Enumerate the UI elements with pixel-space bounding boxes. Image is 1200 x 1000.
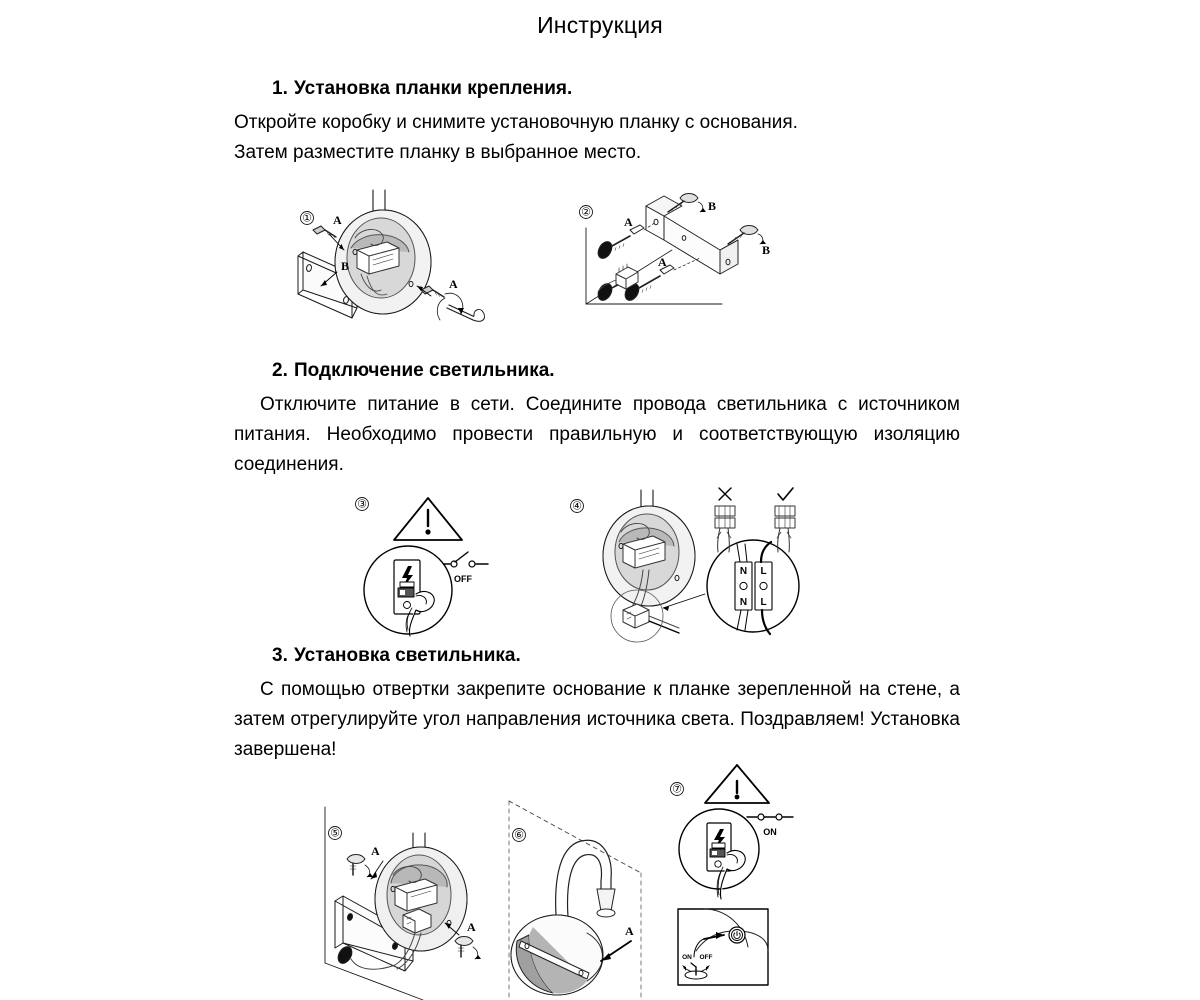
figure-2-label-a-lower: A xyxy=(658,255,667,269)
figure-4-terminal-l-bottom: L xyxy=(760,597,767,608)
step-1-body-line-2: Затем разместите планку в выбранное место. xyxy=(234,142,642,163)
figure-6-badge: ⑥ xyxy=(514,829,524,842)
figure-4-terminal-n-top: N xyxy=(739,566,748,577)
figure-row-2 xyxy=(0,490,1200,640)
figure-4-badge: ④ xyxy=(572,500,582,513)
figure-4-terminal-n-bottom: N xyxy=(739,597,748,608)
figure-3-switch-state: OFF xyxy=(454,574,472,584)
figure-8-switch-on: ON xyxy=(682,954,692,961)
figure-8-switch-off: OFF xyxy=(699,954,713,961)
figure-1-label-a-right: A xyxy=(449,277,458,291)
figure-1-badge: ① xyxy=(302,212,312,225)
figure-5-label-a-right: A xyxy=(467,920,476,934)
step-1-body-line-1: Откройте коробку и снимите установочную планку с основания. xyxy=(234,112,798,133)
figure-2-badge: ② xyxy=(581,206,591,219)
figure-2 xyxy=(572,192,772,332)
figure-1-label-a-left: A xyxy=(333,213,342,227)
figure-8 xyxy=(668,895,858,1000)
figure-4 xyxy=(565,486,835,641)
step-1-heading xyxy=(234,78,960,100)
page-title: Инструкция xyxy=(537,12,663,38)
step-2-heading-text: Подключение светильника. xyxy=(294,360,555,381)
step-2-heading xyxy=(234,360,960,382)
figure-6-label-a: A xyxy=(625,924,634,938)
figure-3 xyxy=(350,490,500,638)
figure-4-terminal-l-top: L xyxy=(760,566,767,577)
step-2-number: 2. xyxy=(272,360,288,381)
figure-6 xyxy=(495,783,655,1000)
figure-2-label-b-top: B xyxy=(708,199,717,213)
step-3-heading xyxy=(234,645,960,667)
figure-1 xyxy=(295,190,495,335)
figure-7-badge: ⑦ xyxy=(672,783,682,796)
figure-5-badge: ⑤ xyxy=(330,827,340,840)
step-1-heading-text: Установка планки крепления. xyxy=(294,78,573,99)
step-2-block xyxy=(234,360,960,480)
figure-7-switch-state: ON xyxy=(763,827,777,837)
step-2-body: Отключите питание в сети. Соедините провода светильника с источником питания. Необходимо провести правильную и соответствующую изоляцию соединения. xyxy=(234,394,960,475)
step-1-block xyxy=(234,78,960,168)
figure-row-1 xyxy=(0,190,1200,335)
step-1-number: 1. xyxy=(272,78,288,99)
figure-5-label-a-left: A xyxy=(371,844,380,858)
step-3-number: 3. xyxy=(272,645,288,666)
figure-2-label-a-left: A xyxy=(624,215,633,229)
step-3-body: С помощью отвертки закрепите основание к планке зерепленной на стене, а затем отрегулируйте угол направления источника света. Поздравляем! Установка завершена! xyxy=(234,679,960,760)
figure-5 xyxy=(295,783,510,1000)
figure-row-3 xyxy=(0,783,1200,1000)
figure-1-label-b: B xyxy=(341,259,350,273)
figure-2-label-b-right: B xyxy=(762,243,771,257)
step-3-heading-text: Установка светильника. xyxy=(294,645,521,666)
figure-3-badge: ③ xyxy=(357,498,367,511)
figure-7 xyxy=(665,781,855,903)
step-3-block xyxy=(234,645,960,765)
